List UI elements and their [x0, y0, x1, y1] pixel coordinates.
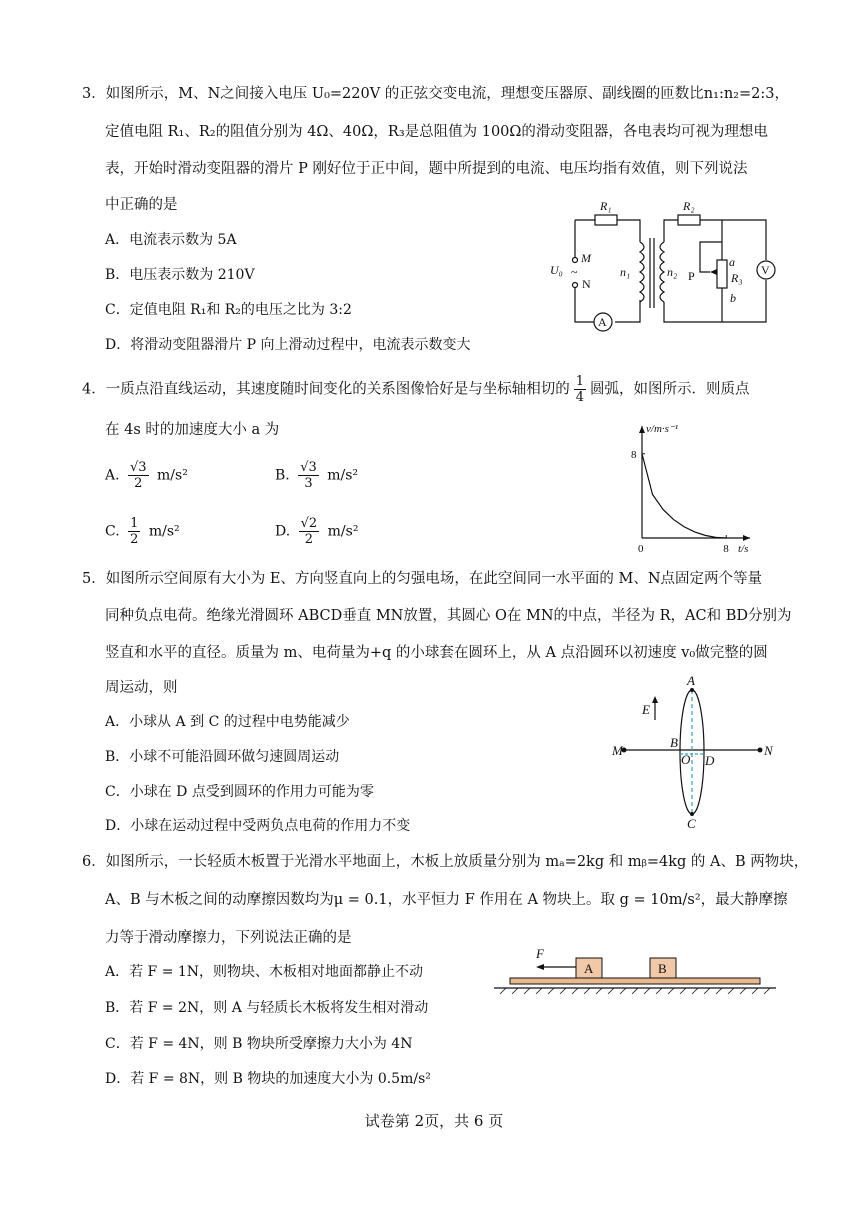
option-fraction [299, 516, 320, 547]
q3-line-3: 表，开始时滑动变阻器的滑片 P 刚好位于正中间，题中所提到的电流、电压均指有效值，则下列说法 [105, 161, 748, 177]
point-d-label: D [705, 753, 715, 768]
option-unit: m/s² [157, 467, 188, 484]
q6-option-a: A．若 F = 1N，则物块、木板相对地面都静止不动 [105, 964, 424, 980]
q4-option-c [105, 516, 180, 547]
q6-option-c: C．若 F = 4N，则 B 物块所受摩擦力大小为 4N [105, 1036, 413, 1052]
q4-line-1-text-a: 4．一质点沿直线运动，其速度随时间变化的关系图像恰好是与坐标轴相切的 [82, 381, 570, 398]
x-axis-label: t/s [738, 543, 749, 555]
option-fraction [128, 516, 140, 547]
ammeter-label: A [598, 315, 607, 329]
q6-option-d: D．若 F = 8N，则 B 物块的加速度大小为 0.5m/s² [105, 1071, 431, 1087]
q5-line-2: 同种负点电荷。绝缘光滑圆环 ABCD垂直 MN放置，其圆心 O在 MN的中点，半径为 R，AC和 BD分别为 [105, 608, 792, 624]
q5-line-3: 竖直和水平的直径。质量为 m、电荷量为+q 的小球套在圆环上，从 A 点沿圆环以初速度 v₀做完整的圆 [105, 645, 768, 661]
option-unit: m/s² [327, 467, 359, 484]
q6-option-b: B．若 F = 2N，则 A 与轻质长木板将发生相对滑动 [105, 1000, 429, 1016]
q4-line-1 [82, 374, 750, 405]
velocity-curve [642, 454, 726, 538]
q3-option-a: A．电流表示数为 5A [105, 232, 237, 248]
fraction-denominator: 2 [134, 476, 143, 491]
n2-label: n₂ [667, 265, 678, 279]
q4-option-b [275, 460, 358, 491]
voltmeter-label: V [761, 263, 770, 277]
option-letter: C. [105, 523, 120, 540]
block-b-label: B [658, 961, 667, 976]
option-unit: m/s² [327, 523, 359, 540]
n1-label: n₁ [620, 265, 631, 279]
q4-line-1-text-b: 圆弧，如图所示．则质点 [590, 381, 750, 398]
y-tick-label: 8 [631, 448, 637, 461]
y-axis-arrow [639, 426, 645, 433]
q5-option-d: D．小球在运动过程中受两负点电荷的作用力不变 [105, 818, 411, 834]
x-tick-label: 8 [723, 543, 729, 555]
fraction-numerator: 1 [575, 374, 585, 389]
block-a-label: A [584, 961, 594, 976]
q3-option-d: D．将滑动变阻器滑片 P 向上滑动过程中，电流表示数变大 [105, 337, 471, 353]
fraction-numerator: 1 [130, 516, 139, 531]
u0-label: U₀ [550, 263, 563, 277]
q4-option-a [105, 460, 188, 491]
q6-line-3: 力等于滑动摩擦力，下列说法正确的是 [105, 930, 352, 946]
q5-line-1: 5．如图所示空间原有大小为 E、方向竖直向上的匀强电场，在此空间同一水平面的 M、N点固定两个等量 [82, 571, 763, 587]
origin-label: 0 [638, 543, 644, 555]
y-axis-label: v/m·s⁻¹ [646, 423, 679, 435]
q5-option-c: C．小球在 D 点受到圆环的作用力可能为零 [105, 784, 374, 800]
option-letter: A. [105, 467, 120, 484]
fraction-numerator: √3 [300, 460, 317, 475]
q3-line-1: 3．如图所示，M、N之间接入电压 U₀=220V 的正弦交变电流，理想变压器原、副线圈的匝数比n₁:n₂=2:3， [82, 86, 789, 102]
option-fraction [298, 460, 319, 491]
option-letter: B. [275, 467, 290, 484]
charge-n-label: N [764, 743, 773, 758]
page-footer: 试卷第 2页，共 6 页 [364, 1112, 504, 1130]
q5-option-a: A．小球从 A 到 C 的过程中电势能减少 [105, 714, 350, 730]
n-label: N [582, 277, 591, 291]
fraction-numerator: √2 [300, 516, 318, 531]
a-label: a [729, 255, 735, 269]
quarter-fraction [574, 374, 586, 405]
center-o-label: O [681, 752, 691, 767]
fraction-denominator: 2 [130, 532, 139, 547]
source-symbol: ~ [571, 265, 578, 279]
m-label: M [581, 251, 591, 265]
q4-line-2: 在 4s 时的加速度大小 a 为 [105, 422, 280, 438]
q5-option-b: B．小球不可能沿圆环做匀速圆周运动 [105, 749, 340, 765]
field-e-label: E [642, 702, 650, 717]
x-axis-arrow [743, 535, 750, 541]
r1-label: R₁ [600, 199, 612, 213]
blocks-on-board-figure [490, 940, 780, 1000]
q3-circuit-figure [540, 190, 780, 340]
q5-line-4: 周运动，则 [105, 680, 178, 696]
fraction-denominator: 2 [304, 532, 314, 547]
q3-option-c: C．定值电阻 R₁和 R₂的电压之比为 3:2 [105, 302, 352, 318]
r3-label: R₃ [731, 271, 743, 285]
q6-line-2: A、B 与木板之间的动摩擦因数均为μ = 0.1，水平恒力 F 作用在 A 物块上。取 g = 10m/s²，最大静摩擦 [105, 892, 788, 908]
fraction-denominator: 3 [304, 476, 313, 491]
q3-line-2: 定值电阻 R₁、R₂的阻值分别为 4Ω、40Ω，R₃是总阻值为 100Ω的滑动变阻器，各电表均可视为理想电 [105, 124, 768, 140]
ring-field-figure [610, 672, 780, 832]
charge-m-label: M [612, 743, 623, 758]
option-fraction [128, 460, 149, 491]
fraction-numerator: √3 [130, 460, 147, 475]
slider-p-label: P [688, 269, 695, 283]
velocity-time-chart [620, 420, 770, 560]
point-b-label: B [670, 735, 678, 750]
option-letter: D. [275, 523, 291, 540]
q3-option-b: B．电压表示数为 210V [105, 267, 255, 283]
q6-line-1: 6．如图所示，一长轻质木板置于光滑水平地面上，木板上放质量分别为 mₐ=2kg 和 mᵦ=4kg 的 A、B 两物块， [82, 854, 809, 870]
q3-line-4: 中正确的是 [105, 197, 178, 213]
r2-label: R₂ [683, 199, 695, 213]
option-unit: m/s² [148, 523, 180, 540]
point-c-label: C [687, 816, 696, 831]
force-f-label: F [536, 946, 544, 961]
point-a-label: A [687, 673, 695, 688]
fraction-denominator: 4 [575, 390, 585, 405]
b-label: b [730, 291, 736, 305]
q4-option-d [275, 516, 358, 547]
